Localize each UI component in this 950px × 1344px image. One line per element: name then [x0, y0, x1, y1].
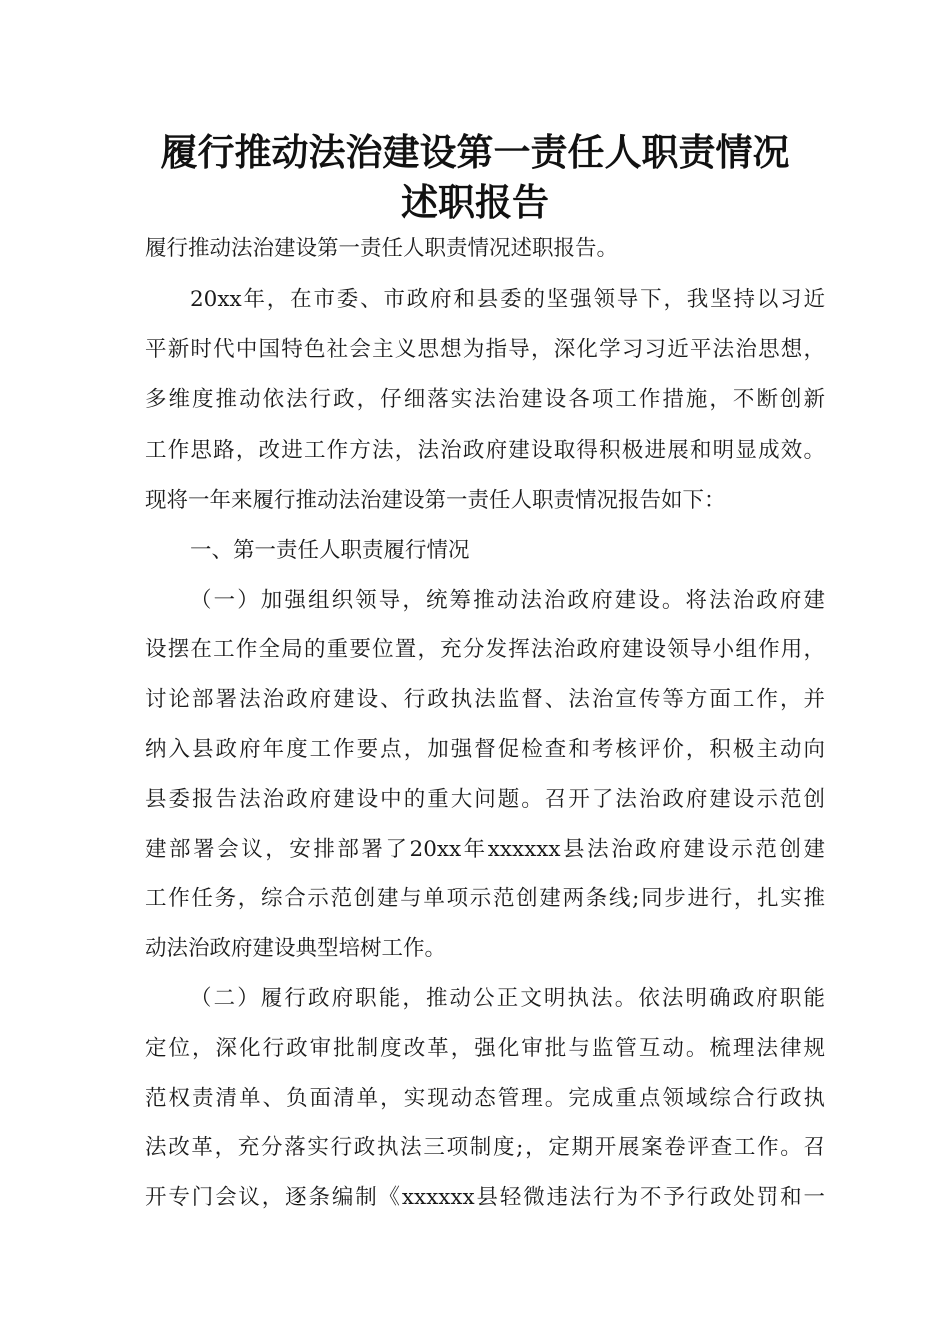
paragraph-line: 工作思路，改进工作方法，法治政府建设取得积极进展和明显成效。	[145, 438, 825, 463]
paragraph-line: （二）履行政府职能，推动公正文明执法。依法明确政府职能	[190, 986, 825, 1011]
paragraph-line: 多维度推动依法行政，仔细落实法治建设各项工作措施，不断创新	[145, 387, 825, 412]
document-title-line-1: 履行推动法治建设第一责任人职责情况	[160, 131, 790, 174]
intro-line: 履行推动法治建设第一责任人职责情况述职报告。	[145, 236, 619, 261]
document-title-line-2: 述职报告	[401, 181, 549, 224]
paragraph-line: 动法治政府建设典型培树工作。	[145, 936, 447, 961]
paragraph-line: 建部署会议，安排部署了20xx年xxxxxx县法治政府建设示范创建	[145, 837, 825, 862]
paragraph-line: 开专门会议，逐条编制《xxxxxx县轻微违法行为不予行政处罚和一	[145, 1185, 825, 1210]
paragraph-line: 纳入县政府年度工作要点，加强督促检查和考核评价，积极主动向	[145, 737, 825, 762]
paragraph-line: 范权责清单、负面清单，实现动态管理。完成重点领域综合行政执	[145, 1086, 825, 1111]
paragraph-line: 县委报告法治政府建设中的重大问题。召开了法治政府建设示范创	[145, 787, 825, 812]
paragraph-line: 工作任务，综合示范创建与单项示范创建两条线;同步进行，扎实推	[145, 886, 825, 911]
paragraph-line: （一）加强组织领导，统筹推动法治政府建设。将法治政府建	[190, 588, 825, 613]
paragraph-line: 现将一年来履行推动法治建设第一责任人职责情况报告如下：	[145, 488, 726, 513]
section-heading: 一、第一责任人职责履行情况	[190, 538, 470, 563]
paragraph-line: 平新时代中国特色社会主义思想为指导，深化学习习近平法治思想，	[145, 337, 825, 362]
paragraph-line: 讨论部署法治政府建设、行政执法监督、法治宣传等方面工作，并	[145, 687, 825, 712]
paragraph-line: 设摆在工作全局的重要位置，充分发挥法治政府建设领导小组作用，	[145, 637, 825, 662]
paragraph-line: 法改革，充分落实行政执法三项制度;，定期开展案卷评查工作。召	[145, 1135, 825, 1160]
paragraph-line: 20xx年，在市委、市政府和县委的坚强领导下，我坚持以习近	[190, 287, 825, 312]
paragraph-line: 定位，深化行政审批制度改革，强化审批与监管互动。梳理法律规	[145, 1036, 825, 1061]
